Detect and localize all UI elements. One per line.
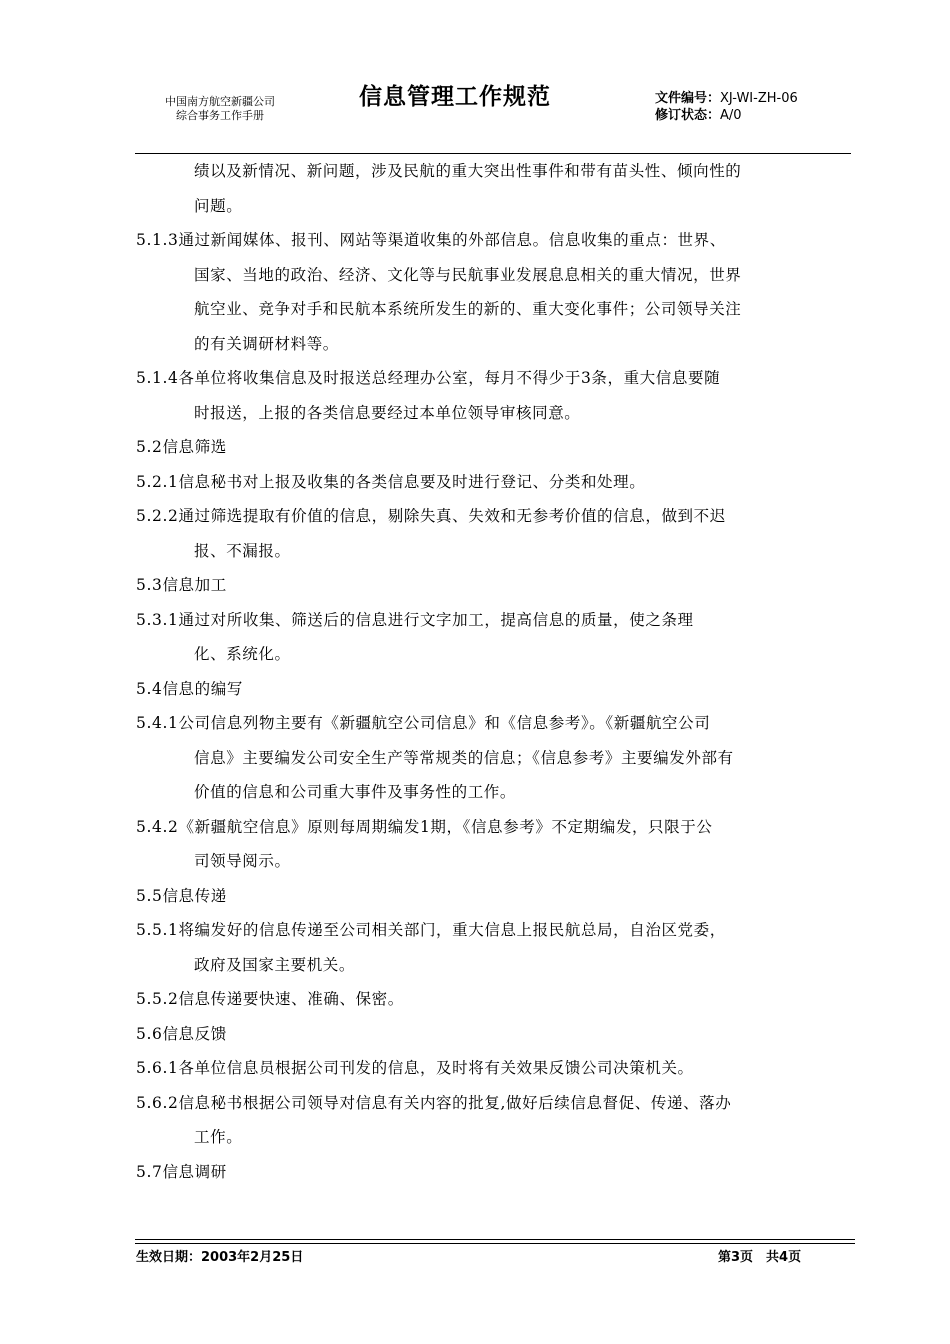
body-line: 5.5.1将编发好的信息传递至公司相关部门，重大信息上报民航总局，自治区党委，	[136, 921, 726, 939]
body-line: 5.3.1通过对所收集、筛送后的信息进行文字加工，提高信息的质量，使之条理	[136, 610, 694, 629]
body-line: 司领导阅示。	[194, 852, 291, 870]
body-line: 5.5.2信息传递要快速、准确、保密。	[136, 990, 404, 1008]
revision-status-value: A/0	[720, 108, 742, 123]
document-number	[655, 90, 798, 107]
body-line: 时报送，上报的各类信息要经过本单位领导审核同意。	[194, 403, 581, 422]
body-line: 5.6.2信息秘书根据公司领导对信息有关内容的批复,做好后续信息督促、传递、落办	[136, 1093, 732, 1112]
document-number-value: XJ-WI-ZH-06	[720, 91, 798, 106]
body-line: 5.5信息传递	[136, 886, 227, 905]
body-line: 价值的信息和公司重大事件及事务性的工作。	[194, 783, 517, 801]
revision-status-label: 修订状态：	[655, 108, 721, 123]
body-line: 报、不漏报。	[194, 541, 291, 560]
company-name	[140, 95, 300, 123]
body-line: 5.2.1信息秘书对上报及收集的各类信息要及时进行登记、分类和处理。	[136, 472, 646, 491]
company-line-2: 综合事务工作手册	[176, 109, 264, 122]
body-line: 问题。	[194, 196, 243, 215]
document-body	[136, 154, 852, 1189]
document-meta	[655, 90, 798, 124]
body-line: 政府及国家主要机关。	[194, 955, 356, 974]
body-line: 5.3信息加工	[136, 576, 227, 594]
body-line: 5.6信息反馈	[136, 1024, 227, 1043]
body-line: 化、系统化。	[194, 645, 291, 663]
body-line: 的有关调研材料等。	[194, 334, 339, 353]
footer-rule-bottom	[135, 1243, 855, 1244]
body-line: 绩以及新情况、新问题，涉及民航的重大突出性事件和带有苗头性、倾向性的	[194, 162, 742, 180]
body-line: 信息》主要编发公司安全生产等常规类的信息；《信息参考》主要编发外部有	[194, 748, 734, 767]
document-number-label: 文件编号：	[655, 91, 721, 106]
body-line: 5.4.2《新疆航空信息》原则每周期编发1期，《信息参考》不定期编发，只限于公	[136, 817, 713, 836]
footer-rule-top	[135, 1239, 855, 1240]
body-line: 5.1.4各单位将收集信息及时报送总经理办公室，每月不得少于3条，重大信息要随	[136, 369, 721, 387]
effective-date: 生效日期：2003年2月25日	[136, 1250, 304, 1265]
page-number: 第3页 共4页	[718, 1250, 802, 1265]
body-line: 5.4信息的编写	[136, 679, 243, 698]
document-title: 信息管理工作规范	[359, 84, 551, 110]
revision-status	[655, 107, 798, 124]
body-line: 5.6.1各单位信息员根据公司刊发的信息，及时将有关效果反馈公司决策机关。	[136, 1059, 694, 1077]
body-line: 5.4.1公司信息列物主要有《新疆航空公司信息》和《信息参考》。《新疆航空公司	[136, 714, 711, 732]
body-line: 工作。	[194, 1128, 243, 1146]
body-line: 5.1.3通过新闻媒体、报刊、网站等渠道收集的外部信息。信息收集的重点：世界、	[136, 231, 726, 249]
body-line: 5.2信息筛选	[136, 438, 227, 456]
body-line: 5.2.2通过筛选提取有价值的信息，剔除失真、失效和无参考价值的信息，做到不迟	[136, 507, 726, 525]
company-line-1: 中国南方航空新疆公司	[165, 95, 275, 108]
body-line: 航空业、竞争对手和民航本系统所发生的新的、重大变化事件；公司领导关注	[194, 300, 742, 318]
body-line: 5.7信息调研	[136, 1162, 227, 1181]
body-line: 国家、当地的政治、经济、文化等与民航事业发展息息相关的重大情况，世界	[194, 265, 742, 284]
